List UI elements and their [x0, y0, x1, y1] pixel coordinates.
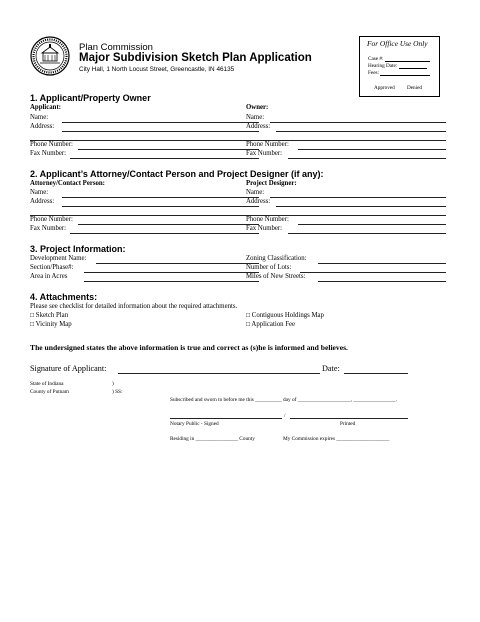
attorney-name-label: Name: — [30, 189, 49, 196]
notary-county: County of Putnam — [30, 389, 69, 395]
zoning-field[interactable] — [318, 263, 446, 264]
notary-slash: / — [284, 413, 286, 419]
section-3-heading: 3. Project Information: — [30, 244, 126, 254]
section-4-heading: 4. Attachments: — [30, 292, 98, 302]
section-1-heading: 1. Applicant/Property Owner — [30, 93, 151, 103]
applicant-address-label: Address: — [30, 123, 55, 130]
denied-option[interactable]: Denied — [407, 85, 422, 91]
organization-address: City Hall, 1 North Locust Street, Greencastle, IN 46135 — [79, 66, 235, 73]
owner-name-label: Name: — [246, 114, 265, 121]
designer-fax-label: Fax Number: — [246, 225, 283, 232]
designer-address-label: Address: — [246, 198, 271, 205]
attorney-address-label: Address: — [30, 198, 55, 205]
case-number-row — [368, 56, 430, 62]
zoning-label: Zoning Classification: — [246, 255, 307, 262]
owner-address-label: Address: — [246, 123, 271, 130]
signature-field[interactable] — [118, 373, 320, 374]
notary-signed-label: Notary Public - Signed — [170, 421, 219, 427]
organization-name: Plan Commission — [79, 42, 153, 53]
applicant-fax-field[interactable] — [70, 158, 259, 159]
case-number-label: Case #: — [368, 56, 384, 62]
streets-field[interactable] — [318, 281, 446, 282]
applicant-name-field[interactable] — [62, 122, 259, 123]
signature-label: Signature of Applicant: — [30, 364, 107, 373]
development-name-field[interactable] — [96, 263, 259, 264]
designer-phone-label: Phone Number: — [246, 216, 289, 223]
owner-phone-label: Phone Number: — [246, 141, 289, 148]
notary-residing: Residing in ________________ County — [170, 436, 255, 442]
form-title: Major Subdivision Sketch Plan Application — [79, 52, 312, 64]
attachments-note: Please see checklist for detailed information about the required attachments. — [30, 303, 238, 310]
owner-address-field[interactable] — [276, 131, 446, 132]
designer-name-label: Name: — [246, 189, 265, 196]
notary-commission: My Commission expires ____________________ — [283, 436, 390, 442]
applicant-address-field[interactable] — [62, 131, 259, 132]
designer-phone-field[interactable] — [298, 224, 446, 225]
case-number-field[interactable] — [385, 56, 430, 62]
applicant-phone-label: Phone Number: — [30, 141, 73, 148]
fees-row — [368, 70, 430, 76]
notary-subscribed: Subscribed and sworn to before me this __________ day of ____________________, ________________. — [170, 397, 398, 403]
lots-label: Number of Lots: — [246, 264, 292, 271]
designer-address-field[interactable] — [276, 206, 446, 207]
certification-statement: The undersigned states the above information is true and correct as (s)he is informed and believes. — [30, 343, 348, 352]
applicant-heading: Applicant: — [30, 104, 61, 111]
attorney-phone-field[interactable] — [78, 224, 259, 225]
applicant-name-label: Name: — [30, 114, 49, 121]
designer-heading: Project Designer: — [246, 180, 297, 187]
applicant-phone-field[interactable] — [78, 149, 259, 150]
date-field[interactable] — [344, 373, 408, 374]
area-acres-label: Area in Acres — [30, 273, 68, 280]
fees-field[interactable] — [380, 70, 430, 76]
office-use-title: For Office Use Only — [367, 39, 428, 48]
attorney-phone-label: Phone Number: — [30, 216, 73, 223]
city-seal-icon — [30, 36, 70, 76]
fees-label: Fees: — [368, 70, 379, 76]
owner-name-field[interactable] — [270, 122, 446, 123]
owner-phone-field[interactable] — [298, 149, 446, 150]
section-phase-field[interactable] — [84, 272, 259, 273]
section-2-heading: 2. Applicant’s Attorney/Contact Person and Project Designer (if any): — [30, 169, 324, 179]
notary-printed-label: Printed — [340, 421, 356, 427]
owner-fax-label: Fax Number: — [246, 150, 283, 157]
owner-heading: Owner: — [246, 104, 269, 111]
area-acres-field[interactable] — [84, 281, 259, 282]
attorney-fax-field[interactable] — [70, 233, 259, 234]
approved-option[interactable]: Approved — [374, 85, 395, 91]
attorney-address-field[interactable] — [62, 206, 259, 207]
hearing-date-row — [368, 63, 427, 69]
notary-state: State of Indiana — [30, 381, 64, 387]
notary-ss: ) SS: — [112, 389, 123, 395]
date-label: Date: — [322, 364, 340, 373]
lots-field[interactable] — [300, 272, 446, 273]
attorney-fax-label: Fax Number: — [30, 225, 67, 232]
attorney-name-field[interactable] — [62, 197, 259, 198]
designer-name-field[interactable] — [270, 197, 446, 198]
hearing-date-field[interactable] — [399, 63, 427, 69]
attorney-heading: Attorney/Contact Person: — [30, 180, 105, 187]
hearing-date-label: Hearing Date: — [368, 63, 398, 69]
applicant-fax-label: Fax Number: — [30, 150, 67, 157]
notary-paren: ) — [112, 381, 114, 387]
contiguous-holdings-checkbox[interactable]: □ Contiguous Holdings Map — [246, 312, 324, 319]
vicinity-map-checkbox[interactable]: □ Vicinity Map — [30, 321, 72, 328]
notary-printed-field[interactable] — [290, 418, 408, 419]
application-fee-checkbox[interactable]: □ Application Fee — [246, 321, 296, 328]
streets-label: Miles of New Streets: — [246, 273, 306, 280]
notary-signed-field[interactable] — [170, 418, 282, 419]
designer-fax-field[interactable] — [288, 233, 446, 234]
owner-fax-field[interactable] — [288, 158, 446, 159]
section-phase-label: Section/Phase#: — [30, 264, 74, 271]
development-name-label: Development Name: — [30, 255, 87, 262]
sketch-plan-checkbox[interactable]: □ Sketch Plan — [30, 312, 69, 319]
